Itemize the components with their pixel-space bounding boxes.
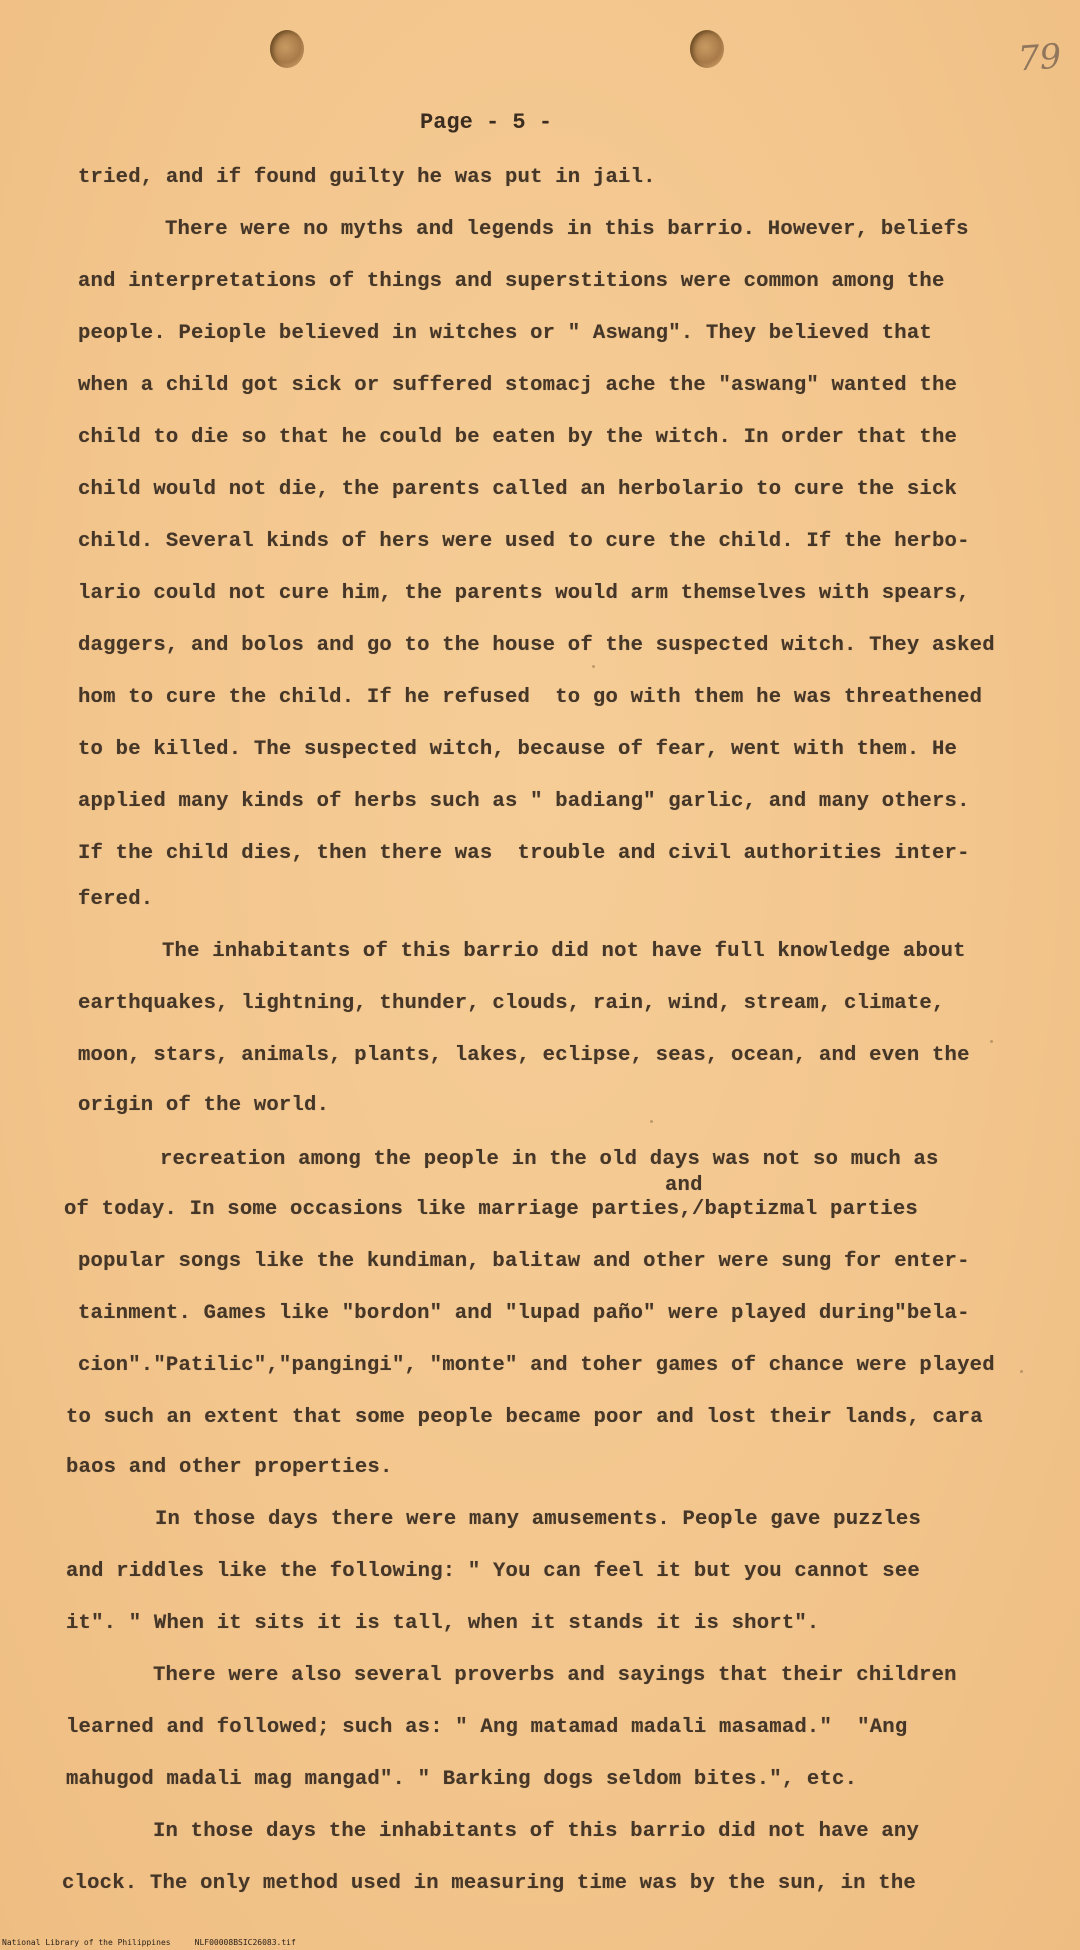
text-line: to be killed. The suspected witch, because of fear, went with them. He <box>78 738 958 761</box>
text-line: If the child dies, then there was trouble and civil authorities inter- <box>78 842 970 865</box>
paper-speck <box>592 665 595 668</box>
text-line: popular songs like the kundiman, balitaw and other were sung for enter- <box>78 1250 970 1273</box>
text-line: daggers, and bolos and go to the house of the suspected witch. They asked <box>78 634 995 657</box>
text-line: tainment. Games like "bordon" and "lupad paño" were played during"bela- <box>78 1302 970 1325</box>
paper-speck <box>990 1040 993 1043</box>
text-line: moon, stars, animals, plants, lakes, eclipse, seas, ocean, and even the <box>78 1044 970 1067</box>
text-line: There were also several proverbs and sayings that their children <box>153 1664 957 1687</box>
text-line: learned and followed; such as: " Ang matamad madali masamad." "Ang <box>66 1716 908 1739</box>
text-line: and interpretations of things and superstitions were common among the <box>78 270 945 293</box>
text-line: to such an extent that some people became poor and lost their lands, cara <box>66 1406 983 1429</box>
text-line: when a child got sick or suffered stomacj ache the "aswang" wanted the <box>78 374 958 397</box>
text-line: In those days there were many amusements. People gave puzzles <box>155 1508 922 1531</box>
paper-speck <box>1020 1370 1023 1373</box>
text-line: mahugod madali mag mangad". " Barking dogs seldom bites.", etc. <box>66 1768 858 1791</box>
text-line: recreation among the people in the old days was not so much as <box>160 1148 939 1171</box>
text-line: clock. The only method used in measuring time was by the sun, in the <box>62 1872 916 1895</box>
text-line: baos and other properties. <box>66 1456 393 1479</box>
text-line: it". " When it sits it is tall, when it stands it is short". <box>66 1612 820 1635</box>
paper-speck <box>650 1120 653 1123</box>
punch-hole-left <box>270 30 304 68</box>
text-line: origin of the world. <box>78 1094 330 1117</box>
text-line: earthquakes, lightning, thunder, clouds, rain, wind, stream, climate, <box>78 992 945 1015</box>
text-line: child would not die, the parents called an herbolario to cure the sick <box>78 478 958 501</box>
text-line: fered. <box>78 888 154 911</box>
text-line: There were no myths and legends in this barrio. However, beliefs <box>165 218 969 241</box>
text-line: In those days the inhabitants of this barrio did not have any <box>153 1820 920 1843</box>
text-line: applied many kinds of herbs such as " badiang" garlic, and many others. <box>78 790 970 813</box>
text-line: and riddles like the following: " You can feel it but you cannot see <box>66 1560 920 1583</box>
text-line-insertion: and <box>665 1174 703 1197</box>
archive-footer: National Library of the Philippines NLF00008BSIC26083.tif <box>2 1938 296 1947</box>
text-line: The inhabitants of this barrio did not have full knowledge about <box>162 940 966 963</box>
text-line: of today. In some occasions like marriage parties,/baptizmal parties <box>64 1198 918 1221</box>
punch-hole-right <box>690 30 724 68</box>
text-line: child. Several kinds of hers were used to cure the child. If the herbo- <box>78 530 970 553</box>
text-line: hom to cure the child. If he refused to go with them he was threathened <box>78 686 983 709</box>
text-line: tried, and if found guilty he was put in jail. <box>78 166 656 189</box>
text-line: child to die so that he could be eaten by the witch. In order that the <box>78 426 958 449</box>
text-line: lario could not cure him, the parents would arm themselves with spears, <box>78 582 970 605</box>
page-header: Page - 5 - <box>420 110 553 135</box>
text-line: people. Peiople believed in witches or " Aswang". They believed that <box>78 322 932 345</box>
folio-number: 79 <box>1016 36 1063 80</box>
text-line: cion"."Patilic","pangingi", "monte" and toher games of chance were played <box>78 1354 995 1377</box>
